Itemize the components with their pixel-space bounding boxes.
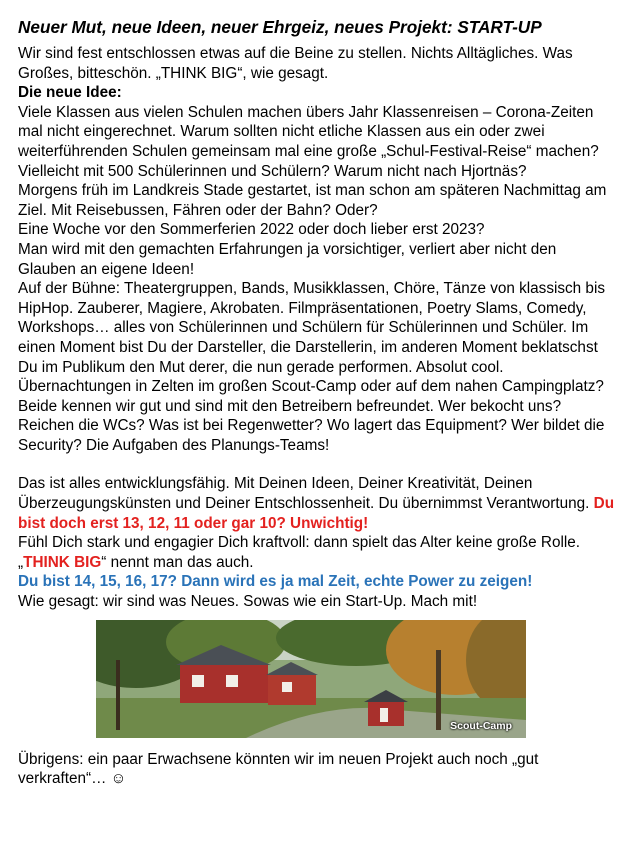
responsibility-text: Das ist alles entwicklungsfähig. Mit Deinen Ideen, Deiner Kreativität, Deinen Überzeugungskünsten und Deiner Entschlossenheit. Du übernimmst Verantwortung. <box>18 475 594 513</box>
paragraph-think-big <box>18 533 616 572</box>
paragraph-responsibility <box>18 474 616 533</box>
document-title: Neuer Mut, neue Ideen, neuer Ehrgeiz, neues Projekt: START-UP <box>18 17 542 37</box>
paragraph-gap <box>18 455 616 474</box>
age-highlight-blue: Du bist 14, 15, 16, 17? Dann wird es ja mal Zeit, echte Power zu zeigen! <box>18 573 533 591</box>
paragraph-date: Eine Woche vor den Sommerferien 2022 oder doch lieber erst 2023? <box>18 221 485 239</box>
age-highlight-red: Du bist doch erst 13, 12, 11 oder gar 10? Unwichtig! <box>18 495 615 532</box>
intro-paragraph: Wir sind fest entschlossen etwas auf die Beine zu stellen. Nichts Alltägliches. Was Großes, bitteschön. „THINK BIG“, wie gesagt. <box>18 45 573 82</box>
think-big-text: Fühl Dich stark und engagier Dich kraftvoll: dann spielt das Alter keine große Rolle. „ <box>18 534 581 571</box>
smiley-icon: ☺ <box>110 770 127 788</box>
closing-text: Übrigens: ein paar Erwachsene könnten wir im neuen Projekt auch noch „gut verkraften“… <box>18 750 539 788</box>
paragraph-travel: Morgens früh im Landkreis Stade gestartet, ist man schon am späteren Nachmittag am Ziel. Mit Reisebussen, Fähren oder der Bahn? Oder? <box>18 182 607 219</box>
paragraph-stage: Auf der Bühne: Theatergruppen, Bands, Musikklassen, Chöre, Tänze von klassisch bis HipHop. Zauberer, Magiere, Akrobaten. Filmpräsentationen, Poetry Slams, Comedy, Workshops… alles von Schülerinnen und Schülern für Schülerinnen und Schüler. Im einen Moment bist Du der Darsteller, die Darstellerin, im anderen Moment beklatschst Du im Publikum den Mut derer, die nun gerade performen. Absolut cool. <box>18 280 605 376</box>
think-big-end: “ nennt man das auch. <box>101 553 254 571</box>
paragraph-destination: Vielleicht mit 500 Schülerinnen und Schülern? Warum nicht nach Hjortnäs? <box>18 162 527 180</box>
think-big-highlight: THINK BIG <box>23 553 102 571</box>
closing-paragraph <box>18 750 616 789</box>
subheading: Die neue Idee: <box>18 84 122 102</box>
photo-caption: Scout-Camp <box>450 719 512 732</box>
document-page <box>18 16 616 789</box>
paragraph-join: Wie gesagt: wir sind was Neues. Sowas wie ein Start-Up. Mach mit! <box>18 593 478 611</box>
paragraph-camping: Übernachtungen in Zelten im großen Scout-Camp oder auf dem nahen Campingplatz? Beide kennen wir gut und sind mit den Betreibern befreundet. Wer bekocht uns? Reichen die WCs? Was ist bei Regenwetter? Wo lagert das Equipment? Wer bildet die Security? Die Aufgaben des Planungs-Teams! <box>18 378 605 454</box>
paragraph-experience: Man wird mit den gemachten Erfahrungen ja vorsichtiger, verliert aber nicht den Glauben an eigene Ideen! <box>18 240 557 278</box>
scout-camp-photo <box>96 620 526 738</box>
paragraph-classes: Viele Klassen aus vielen Schulen machen übers Jahr Klassenreisen – Corona-Zeiten mal nicht eingerechnet. Warum sollten nicht etliche Klassen aus ein oder zwei weiterführenden Schulen gemeinsam mal eine große „Schul-Festival-Reise“ machen? <box>18 103 599 160</box>
